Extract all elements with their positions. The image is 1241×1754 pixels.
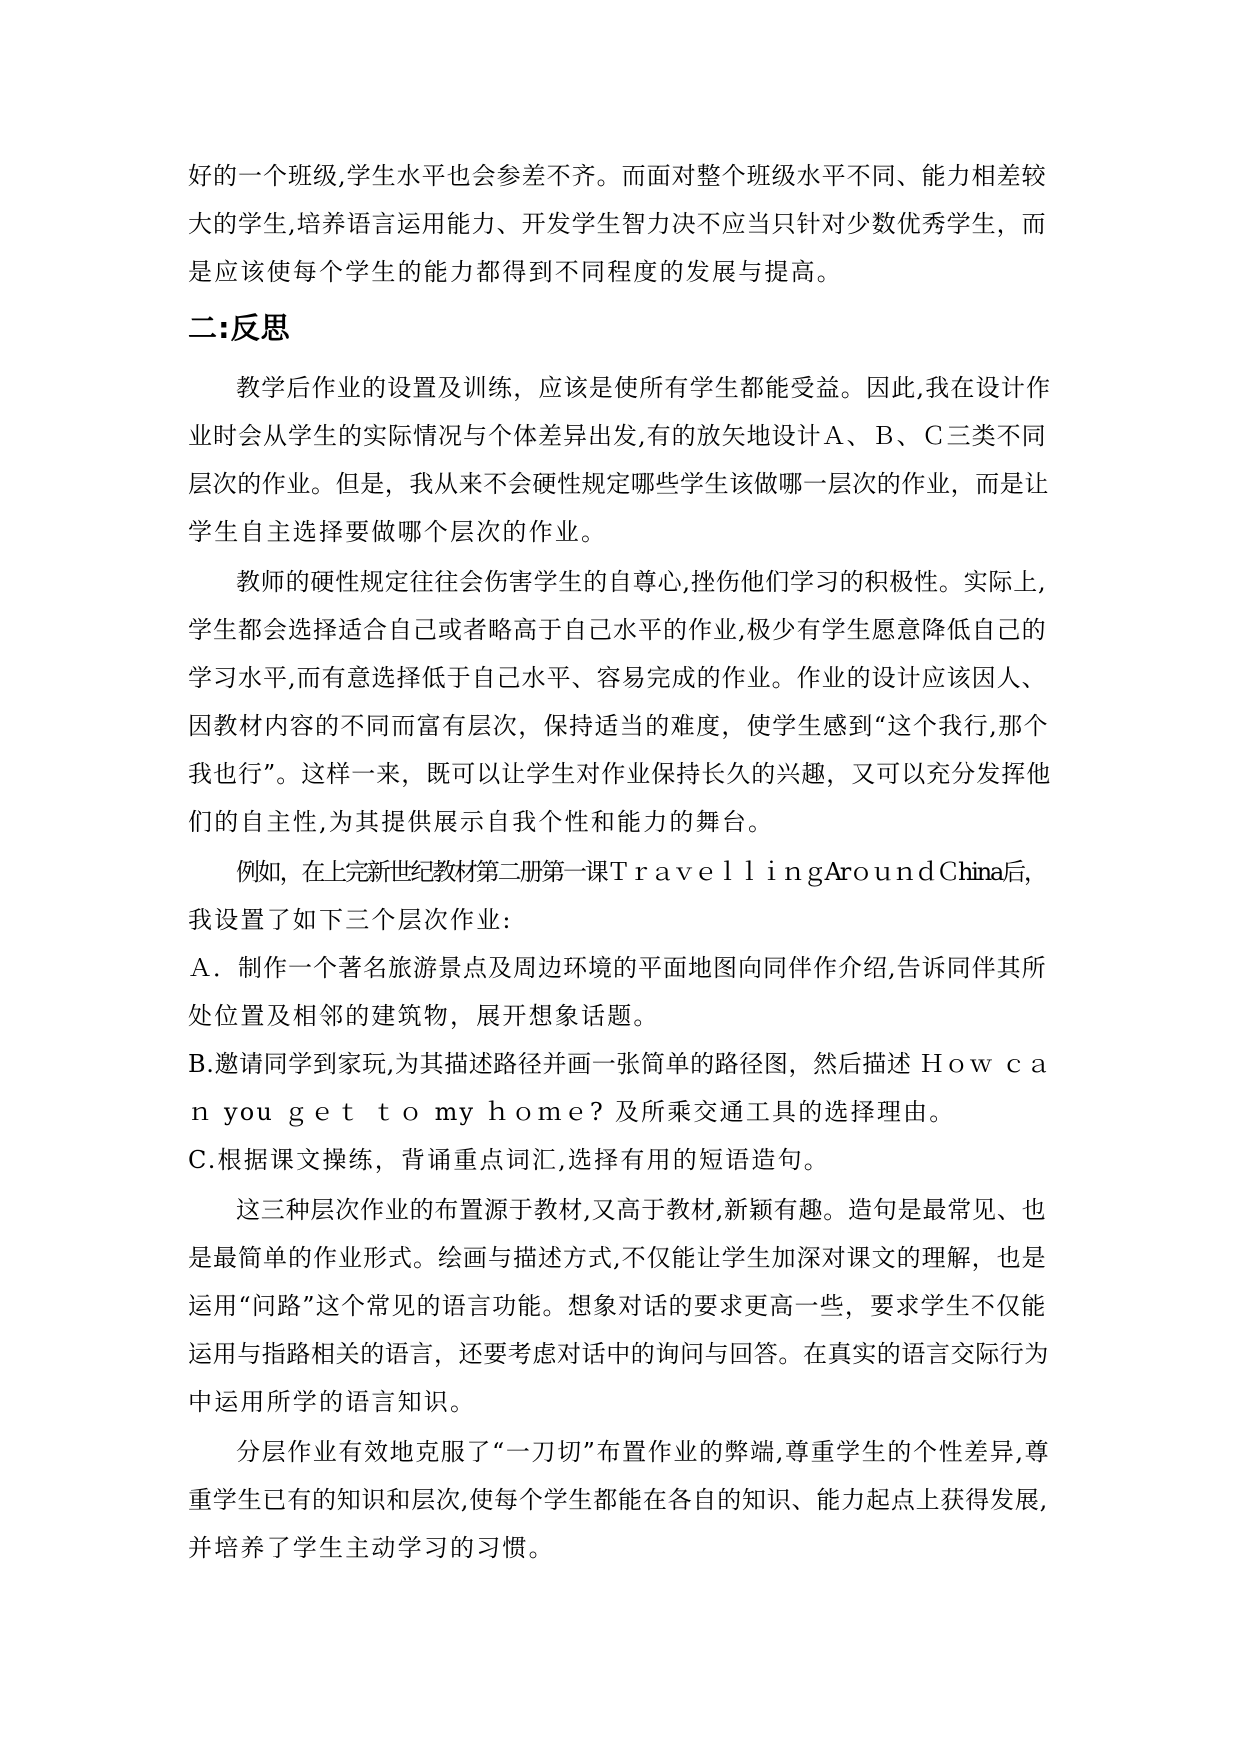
paragraph-line: 层次的作业。但是，我从来不会硬性规定哪些学生该做哪一层次的作业，而是让 <box>188 470 1049 498</box>
paragraph-line: 我设置了如下三个层次作业: <box>188 906 513 934</box>
paragraph-line: 业时会从学生的实际情况与个体差异出发,有的放矢地设计Ａ、Ｂ、Ｃ三类不同 <box>188 422 1047 450</box>
paragraph-line: 重学生已有的知识和层次,使每个学生都能在各自的知识、能力起点上获得发展, <box>188 1486 1049 1514</box>
paragraph-line: 中运用所学的语言知识。 <box>188 1388 477 1416</box>
paragraph-line: 学生都会选择适合自己或者略高于自己水平的作业,极少有学生愿意降低自己的 <box>188 616 1047 644</box>
list-item-a: Ａ．制作一个著名旅游景点及周边环境的平面地图向同伴作介绍,告诉同伴其所 <box>188 954 1047 982</box>
paragraph-line: 学生自主选择要做哪个层次的作业。 <box>188 518 608 546</box>
paragraph-line: 好的一个班级,学生水平也会参差不齐。而面对整个班级水平不同、能力相差较 <box>188 162 1047 190</box>
paragraph-line: 是应该使每个学生的能力都得到不同程度的发展与提高。 <box>188 258 843 286</box>
paragraph-line: 们的自主性,为其提供展示自我个性和能力的舞台。 <box>188 808 775 836</box>
paragraph-line: 是最简单的作业形式。绘画与描述方式,不仅能让学生加深对课文的理解，也是 <box>188 1244 1047 1272</box>
list-item-b: B.邀请同学到家玩,为其描述路径并画一张简单的路径图，然后描述 Ｈｏｗ ｃａ <box>188 1050 1051 1078</box>
paragraph-line: 运用“问路”这个常见的语言功能。想象对话的要求更高一些，要求学生不仅能 <box>188 1292 1047 1320</box>
list-item-c: C.根据课文操练，背诵重点词汇,选择有用的短语造句。 <box>188 1146 830 1174</box>
section-heading: 二:反思 <box>188 311 291 345</box>
paragraph-line: 并培养了学生主动学习的习惯。 <box>188 1534 555 1562</box>
paragraph-line: 因教材内容的不同而富有层次，保持适当的难度，使学生感到“这个我行,那个 <box>188 712 1049 740</box>
paragraph-line: 运用与指路相关的语言，还要考虑对话中的询问与回答。在真实的语言交际行为 <box>188 1340 1049 1368</box>
paragraph-line: 这三种层次作业的布置源于教材,又高于教材,新颖有趣。造句是最常见、也 <box>236 1196 1047 1224</box>
list-item-a-continued: 处位置及相邻的建筑物，展开想象话题。 <box>188 1002 660 1030</box>
paragraph-line: 例如，在上完新世纪教材第二册第一课ＴｒａｖｅｌｌｉｎｇArｏｕｎｄＣhina后， <box>236 858 1046 886</box>
paragraph-line: 学习水平,而有意选择低于自己水平、容易完成的作业。作业的设计应该因人、 <box>188 664 1047 692</box>
paragraph-line: 我也行”。这样一来，既可以让学生对作业保持长久的兴趣，又可以充分发挥他 <box>188 760 1052 788</box>
list-item-b-continued: ｎ you ｇｅｔ ｔｏ my ｈｏｍｅ? 及所乘交通工具的选择理由。 <box>188 1098 956 1126</box>
paragraph-line: 教学后作业的设置及训练，应该是使所有学生都能受益。因此,我在设计作 <box>236 374 1052 402</box>
paragraph-line: 教师的硬性规定往往会伤害学生的自尊心,挫伤他们学习的积极性。实际上, <box>236 568 1047 596</box>
paragraph-line: 分层作业有效地克服了“一刀切”布置作业的弊端,尊重学生的个性差异,尊 <box>236 1438 1051 1466</box>
paragraph-line: 大的学生,培养语言运用能力、开发学生智力决不应当只针对少数优秀学生，而 <box>188 210 1047 238</box>
